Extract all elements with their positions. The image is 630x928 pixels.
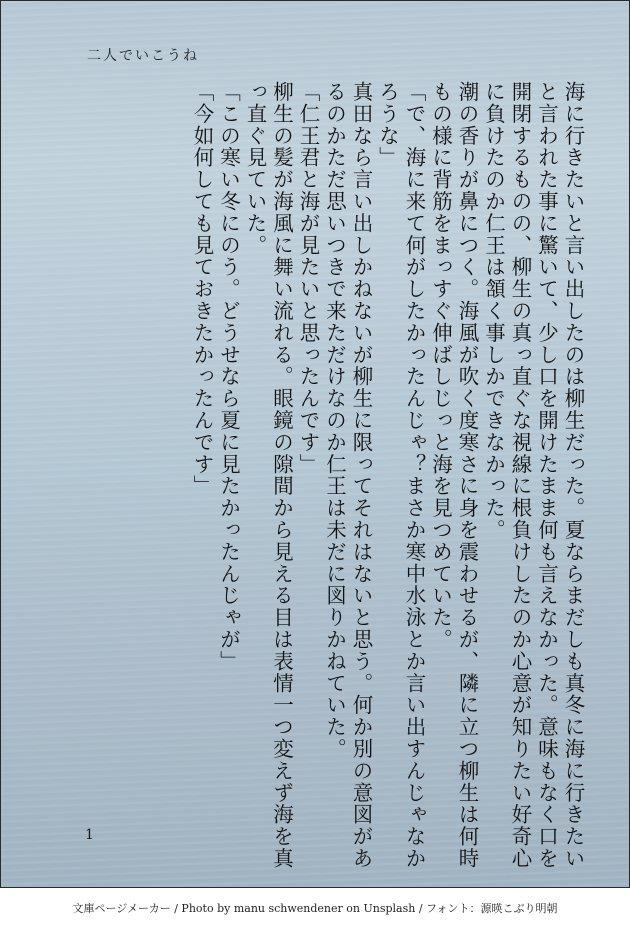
page-number: 1 [85, 827, 94, 843]
body-line: 真田なら言い出しかねないが柳生に限ってそれはないと思う。何か別の意図があ [349, 81, 373, 870]
body-line: 「で、海に来て何がしたかったんじゃ？まさか寒中水泳とか言い出すんじゃなか [402, 81, 426, 870]
body-line: 開閉するものの、柳生の真っ直ぐな視線に根負けしたのか心意が知りたい好奇心 [508, 81, 532, 870]
body-line: っ直ぐ見ていた。 [243, 81, 267, 257]
body-line: 海に行きたいと言い出したのは柳生だった。夏ならまだしも真冬に海に行きたい [561, 81, 585, 870]
body-line: 「この寒い冬にのう。どうせなら夏に見たかったんじゃが」 [216, 81, 241, 673]
body-line: と言われた事に驚いて、少し口を開けたまま何も言えなかった。意味もなく口を [534, 81, 559, 870]
body-line: ろうな」 [375, 81, 400, 169]
body-line: 「今如何しても見ておきたかったんです」 [190, 81, 214, 498]
body-line: るのかただ思いつきで来ただけなのか仁王は未だに図りかねていた。 [322, 81, 347, 760]
body-line: 潮の香りが鼻につく。海風が吹く度寒さに身を震わせるが、隣に立つ柳生は何時 [455, 81, 479, 870]
body-line: に負けたのか仁王は頷く事しかできなかった。 [481, 81, 506, 541]
chapter-title: 二人でいこうね [87, 48, 199, 64]
body-line: 柳生の髪が海風に舞い流れる。眼鏡の隙間から見える目は表情一つ変えず海を真 [269, 81, 294, 870]
body-line: もの様に背筋をまっすぐ伸ばしじっと海を見つめていた。 [428, 81, 453, 651]
vertical-body-text [189, 81, 587, 870]
body-line: 「仁王君と海が見たいと思ったんです」 [296, 81, 320, 476]
credit-line: 文庫ページメーカー / Photo by manu schwendener on Unsplash / フォント：源暎こぶり明朝 [72, 902, 558, 915]
